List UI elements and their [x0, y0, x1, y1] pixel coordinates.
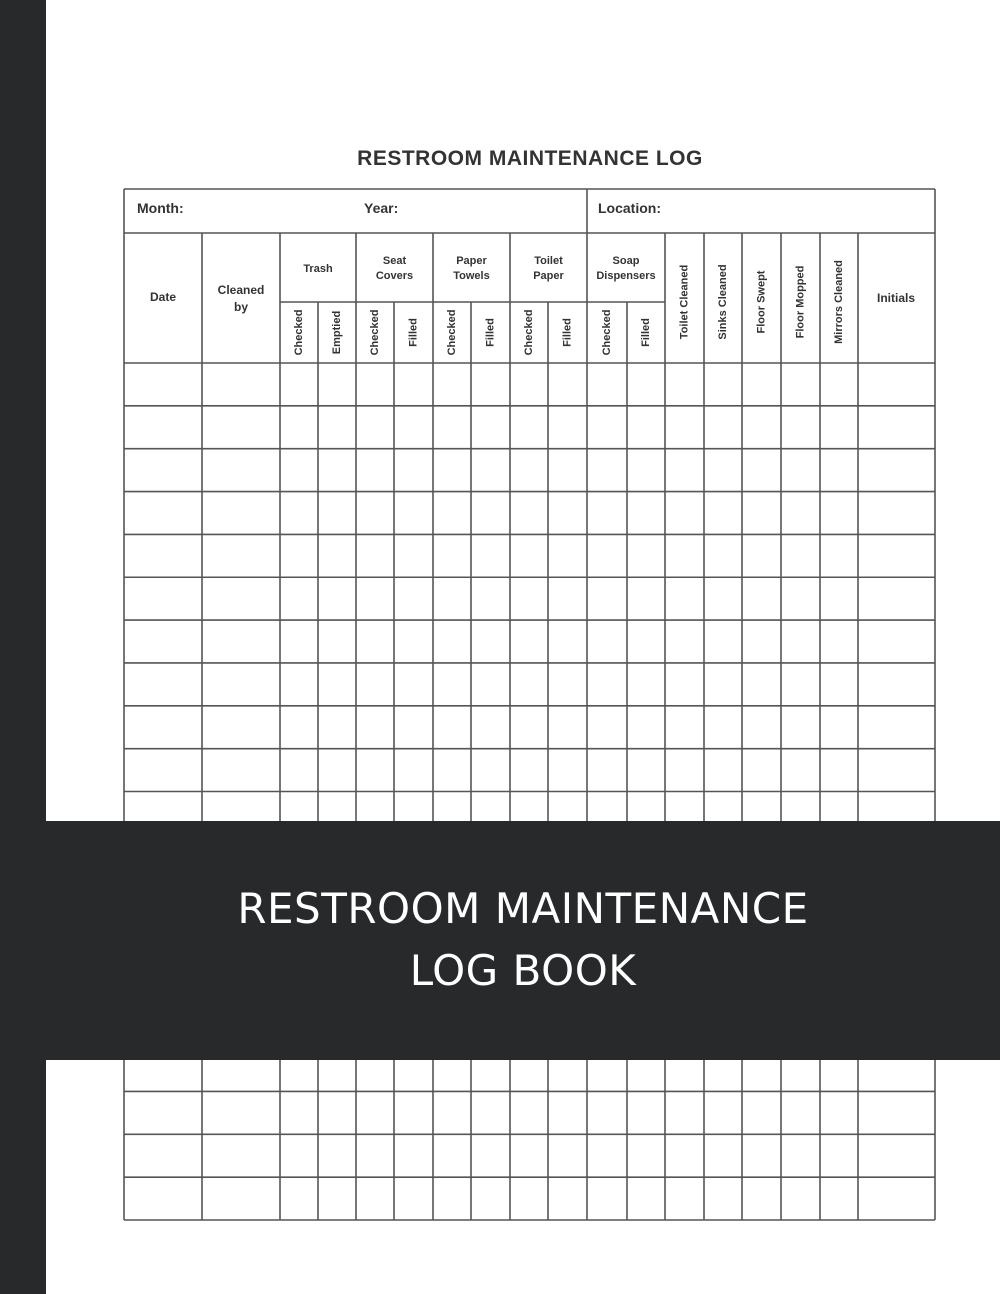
subcolumn-header-label: Checked: [600, 309, 613, 356]
initials-column-header: Initials: [876, 291, 916, 305]
task-column-header-label: Toilet Cleaned: [678, 264, 691, 340]
task-column-header-label: Floor Mopped: [794, 265, 807, 339]
subcolumn-header-label: Filled: [639, 318, 652, 347]
subcolumn-header-label: Checked: [445, 309, 458, 356]
month-field-label: Month:: [137, 200, 184, 216]
subcolumn-header-label: Checked: [368, 309, 381, 356]
subcolumn-header-label: Emptied: [330, 310, 343, 355]
log-title: RESTROOM MAINTENANCE LOG: [357, 147, 703, 170]
cleaned-by-header-line-2: by: [233, 300, 249, 314]
subcolumn-header-label: Filled: [561, 318, 574, 347]
location-field-label: Location:: [598, 200, 661, 216]
subcolumn-header-label: Filled: [484, 318, 497, 347]
group-header-label: Paper: [533, 270, 564, 282]
group-header-label: Trash: [303, 263, 333, 275]
group-header-label: Soap: [612, 255, 640, 267]
date-column-header: Date: [149, 290, 177, 304]
task-column-header-label: Mirrors Cleaned: [832, 260, 845, 344]
year-field-label: Year:: [364, 200, 399, 216]
banner-title-line-1: RESTROOM MAINTENANCE: [237, 884, 809, 933]
group-header-label: Covers: [375, 270, 414, 282]
group-header-label: Paper: [456, 255, 487, 267]
group-header-label: Towels: [453, 270, 490, 282]
cleaned-by-header-line-1: Cleaned: [217, 283, 265, 297]
group-header-label: Seat: [382, 255, 407, 267]
task-column-header-label: Sinks Cleaned: [716, 264, 729, 340]
subcolumn-header-label: Checked: [292, 309, 305, 356]
group-header-label: Dispensers: [596, 270, 656, 282]
subcolumn-header-label: Checked: [522, 309, 535, 356]
subcolumn-header-label: Filled: [407, 318, 420, 347]
task-column-header-label: Floor Swept: [755, 270, 768, 334]
group-header-label: Toilet: [534, 255, 563, 267]
title-banner: [46, 821, 1000, 1060]
banner-title-line-2: LOG BOOK: [409, 946, 637, 995]
